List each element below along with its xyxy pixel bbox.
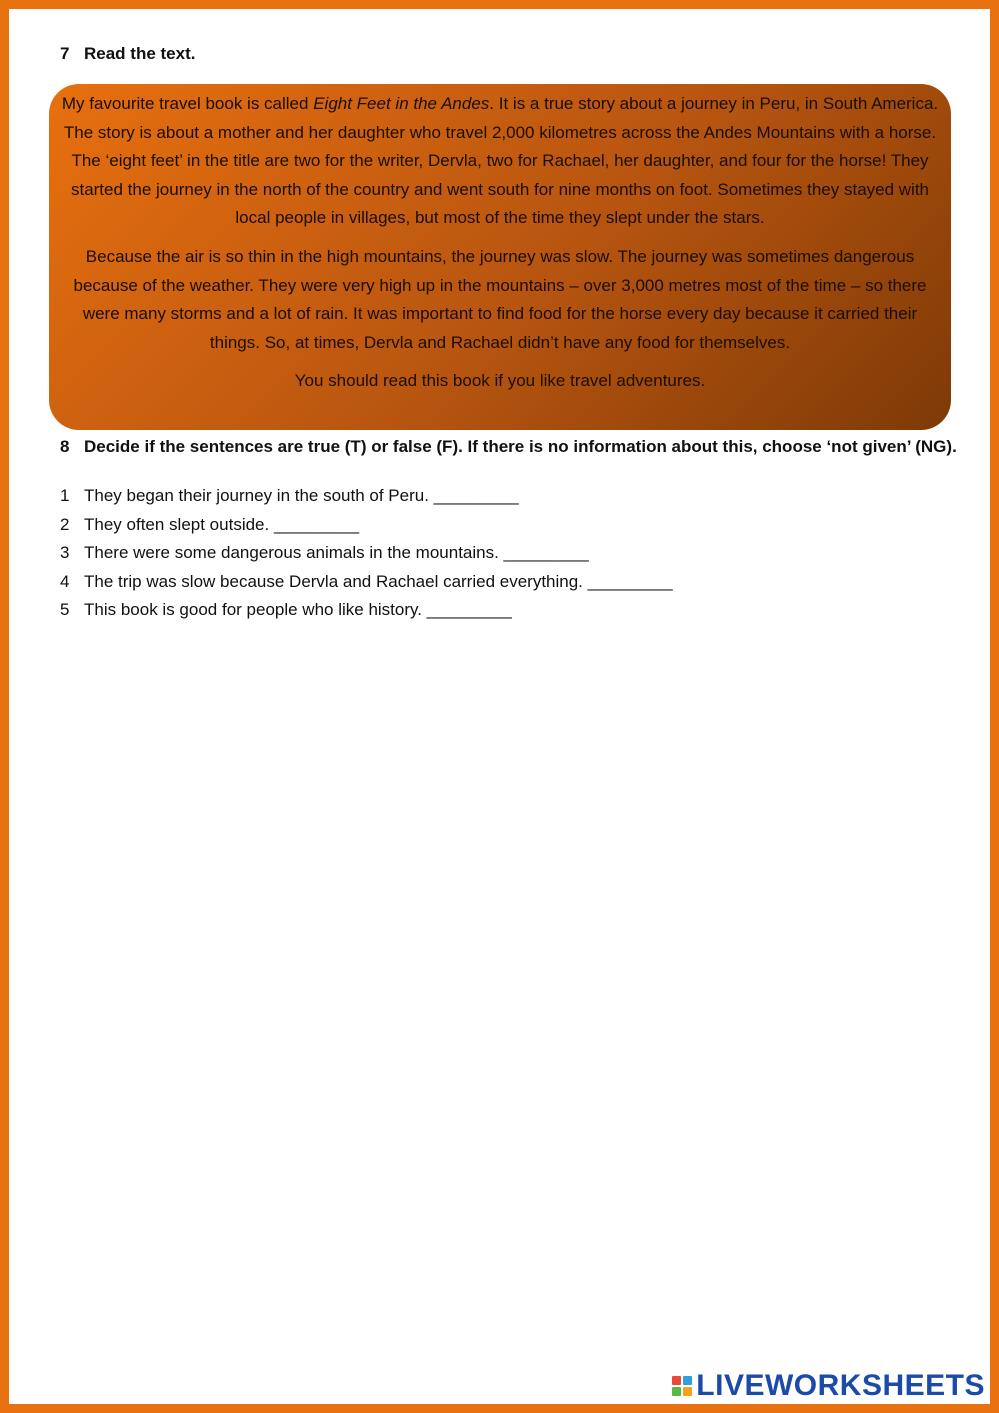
- question-text: There were some dangerous animals in the mountains. _________: [84, 543, 589, 563]
- question-item: [60, 539, 673, 568]
- exercise-8-heading: [60, 437, 957, 457]
- exercise-8-title: Decide if the sentences are true (T) or false (F). If there is no information about this, choose ‘not given’ (NG).: [84, 437, 957, 456]
- logo-text: LIVEWORKSHEETS: [696, 1369, 985, 1402]
- reading-paragraph-2: Because the air is so thin in the high mountains, the journey was slow. The journey was sometimes dangerous because of the weather. They were very high up in the mountains – over 3,000 metres most of the time – so there were many storms and a lot of rain. It was important to find food for the horse every day because it carried their things. So, at times, Dervla and Rachael didn’t have any food for themselves.: [73, 246, 927, 352]
- reading-paragraph-3: You should read this book if you like travel adventures.: [294, 371, 706, 391]
- question-item: [60, 482, 673, 511]
- question-text: They began their journey in the south of Peru. _________: [84, 486, 519, 505]
- reading-p1-start: My favourite travel book is called: [61, 94, 314, 113]
- exercise-7-heading: [60, 44, 195, 64]
- question-number: 4: [60, 571, 70, 591]
- book-title: Eight Feet in the Andes: [313, 94, 490, 113]
- question-item: [60, 568, 673, 597]
- question-text: The trip was slow because Dervla and Rachael carried everything. _________: [84, 571, 673, 591]
- exercise-7-number: 7: [60, 44, 70, 63]
- question-text: This book is good for people who like history. _________: [84, 600, 512, 620]
- question-text: They often slept outside. _________: [84, 514, 360, 534]
- question-item: [60, 596, 673, 625]
- question-number: 5: [60, 600, 70, 620]
- exercise-8-number: 8: [60, 437, 70, 456]
- reading-p1-rest: . It is a true story about a journey in Peru, in South America. The story is about a mother and her daughter who travel 2,000 kilometres across the Andes Mountains with a horse. The ‘eight feet’ in the title are two for the writer, Dervla, two for Rachael, her daughter, and four for the horse! They started the journey in the north of the country and went south for nine months on foot. Sometimes they stayed with local people in villages, but most of the time they slept under the stars.: [63, 94, 939, 228]
- question-number: 2: [60, 514, 70, 534]
- logo-grid-icon: [672, 1376, 692, 1396]
- question-number: 3: [60, 543, 70, 563]
- question-item: [60, 511, 673, 540]
- question-list: [60, 482, 673, 625]
- liveworksheets-logo: [672, 1369, 985, 1403]
- reading-paragraph-1: [61, 90, 939, 233]
- exercise-7-title: Read the text.: [84, 44, 196, 63]
- question-number: 1: [60, 486, 70, 505]
- reading-text-box: [49, 84, 951, 430]
